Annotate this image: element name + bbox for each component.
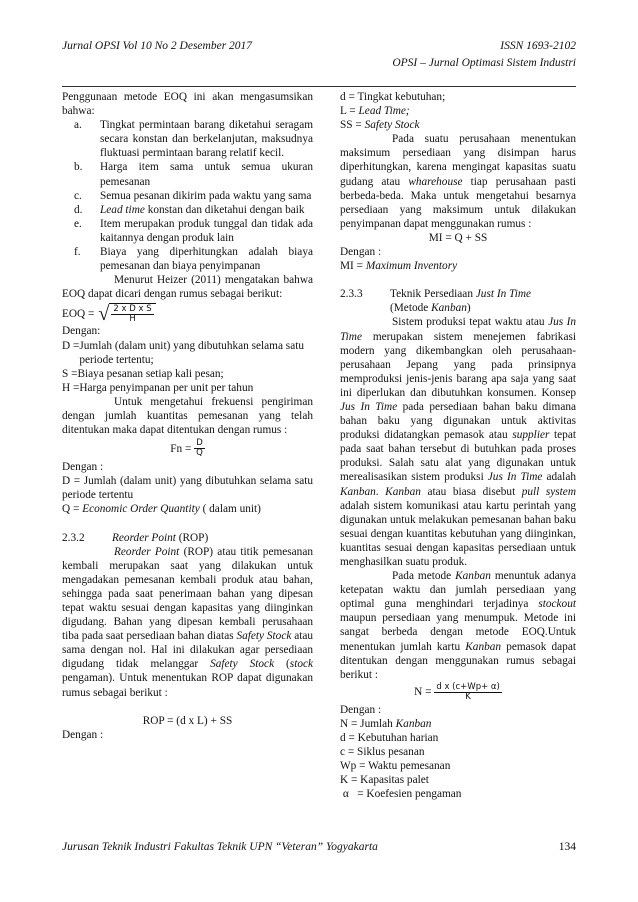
kanban-paragraph: Pada metode Kanban menuntuk adanya ketepatan waktu dan jumlah persediaan yang optimal guna menghindari terjadinya stockout maupun persediaan yang menumpuk. Metode ini sangat berbeda dengan metode EOQ.Untuk menentukan jumlah kartu Kanban pemasok dapat ditentukan dengan menggunakan rumus sebagai berikut : [340, 570, 576, 681]
def-d: D = Jumlah (dalam unit) yang dibutuhkan selama satu periode tertentu [62, 475, 313, 502]
section-heading: 2.3.2 Reorder Point (ROP) [62, 531, 209, 544]
issn: ISSN 1693-2102 [500, 40, 576, 52]
dengan-label: Dengan : [62, 461, 104, 474]
dengan-label: Dengan: [62, 325, 101, 338]
def-ss: SS = Safety Stock [340, 119, 420, 132]
frequency-paragraph: Untuk mengetahui frekuensi pengiriman dengan jumlah kuantitas pemesanan yang telah ditentukan maka dapat ditentukan dengan rumus : [62, 395, 313, 437]
list-item: f. Biaya yang diperhitungkan adalah biaya pemesanan dan biaya penyimpanan [74, 246, 313, 273]
section-heading: 2.3.3 Teknik Persediaan Just In Time (Metode Kanban) [340, 288, 532, 315]
kanban-formula: N = $\frac{\text{d x (c+Wp+ α)}}{K}$ [414, 681, 500, 702]
def-row: K = Kapasitas palet [340, 774, 429, 787]
def-row: Wp = Waktu pemesanan [340, 760, 451, 773]
def-l: L = Lead Time; [340, 105, 410, 118]
list-item: d. Lead time konstan dan diketahui dengan baik [74, 203, 305, 216]
page-number: 134 [558, 841, 576, 853]
left-column [62, 90, 313, 742]
def-row: α = Koefesien pengaman [340, 788, 462, 801]
heizer-paragraph: Menurut Heizer (2011) mengatakan bahwa EOQ dapat dicari dengan rumus sebagai berikut: [62, 274, 313, 301]
rop-paragraph: Reorder Point (ROP) atau titik pemesanan kembali merupakan saat yang dilakukan untuk mengadakan pemesanan kembali produk atau bahan, sehingga pada saat penerimaan bahan yang dipesan tepat waktu sesuai dengan kapasitas yang diinginkan digudang. Bahan yang dipesan kembali perusahaan tiba pada saat persediaan bahan diatas Safety Stock atau sama dengan nol. Hal ini dilakukan agar persediaan digudang tidak melanggar Safety Stock (stock pengaman). Untuk menentukan ROP dapat digunakan rumus sebagai berikut : [62, 545, 314, 699]
def-mi: MI = Maximum Inventory [340, 260, 458, 273]
dengan-label: Dengan : [340, 246, 382, 259]
def-q: Q = Economic Order Quantity ( dalam unit) [62, 503, 261, 516]
dengan-label: Dengan : [62, 728, 104, 741]
right-column [340, 90, 576, 802]
list-item: c. Semua pesanan dikirim pada waktu yang sama [74, 189, 312, 202]
mi-formula: MI = Q + SS [428, 231, 488, 244]
header-rule [62, 86, 576, 87]
def-row: H = Harga penyimpanan per unit per tahun [62, 381, 254, 394]
journal-subtitle: OPSI – Jurnal Optimasi Sistem Industri [392, 57, 576, 69]
dengan-label: Dengan : [340, 703, 382, 716]
jit-paragraph: Sistem produksi tepat waktu atau Jus In Time merupakan sistem menejemen fabrikasi modern yang dikembangkan oleh perusahaan-perusahaan Jepang yang pada prinsipnya memproduksi jenis-jenis barang apa saja yang saat ini diperlukan dan dibutuhkan konsumen. Konsep Jus In Time pada persediaan bahan baku dimana bahan baku yang digunakan untuk aktivitas produksi didatangkan pemasok atau supplier tepat pada saat bahan tersebut di butuhkan pada proses produksi. Salah satu alat yang digunakan untuk merealisasikan sistem produksi Jus In Time adalah Kanban. Kanban atau biasa disebut pull system adalah sistem komunikasi atau kartu perintah yang digunakan untuk melakukan pemesanan bahan baku sesuai dengan kuantitas kebutuhan yang diinginkan, kuantitas sesuai dengan kapasitas persediaan untuk menghasilkan suatu produk. [340, 316, 577, 568]
footer-text: Jurusan Teknik Industri Fakultas Teknik UPN “Veteran” Yogyakarta [62, 841, 378, 853]
journal-title: Jurnal OPSI Vol 10 No 2 Desember 2017 [62, 40, 253, 52]
list-item: e. Item merupakan produk tunggal dan tidak ada kaitannya dengan produk lain [74, 217, 313, 244]
intro-text: Penggunaan metode EOQ ini akan mengasumsikan bahwa: [62, 91, 313, 118]
assumption-list [62, 118, 313, 273]
def-d-rop: d = Tingkat kebutuhan; [340, 91, 446, 103]
def-row: c = Siklus pesanan [340, 746, 425, 759]
list-item: a. Tingkat permintaan barang diketahui seragam secara konstan dan berkelanjutan, maksudnya fluktuasi permintaan barang relatif kecil. [74, 119, 313, 160]
def-row: D = Jumlah (dalam unit) yang dibutuhkan selama satu periode tertentu; [62, 339, 304, 366]
fn-formula: Fn = $\frac{D}{Q}$ [170, 438, 203, 459]
mi-paragraph: Pada suatu perusahaan menentukan maksimum persediaan yang disimpan harus diperhitungkan, karena mengingat kapasitas suatu gudang atau wharehouse tiap perusahaan pasti berbeda-beda. Maka untuk mengetahui besarnya persediaan yang maksimum untuk dilakukan penyimpanan dapat menggunakan rumus : [340, 133, 576, 230]
def-row: S = Biaya pesanan setiap kali pesan; [62, 367, 224, 380]
rop-formula: ROP = (d x L) + SS [142, 714, 233, 727]
def-n: N = Jumlah Kanban [340, 717, 432, 730]
list-item: b. Harga item sama untuk semua ukuran pemesanan [74, 161, 313, 188]
eoq-formula: EOQ = √ $\frac{\text{2 x D x S}}{H}$ [62, 303, 313, 324]
def-row: d = Kebutuhan harian [340, 732, 439, 745]
